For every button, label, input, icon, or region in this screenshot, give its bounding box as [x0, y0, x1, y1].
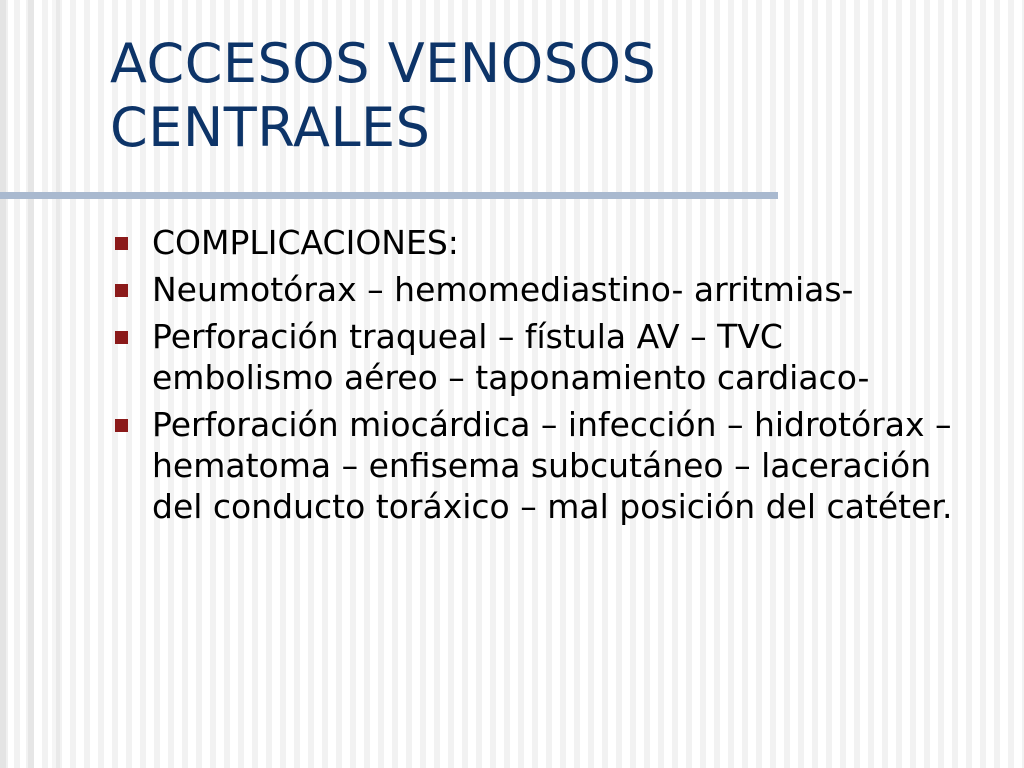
bullet-text: Perforación miocárdica – infección – hidrotórax – hematoma – enfisema subcutáneo – laceración del conducto toráxico – mal posición del catéter. [152, 405, 953, 526]
square-bullet-icon [115, 331, 128, 344]
bullet-text: COMPLICACIONES: [152, 223, 459, 262]
bullet-item [112, 222, 972, 263]
bullet-text: Perforación traqueal – fístula AV – TVC embolismo aéreo – taponamiento cardiaco- [152, 317, 870, 397]
bullet-item [112, 269, 972, 310]
bullet-item [112, 316, 972, 398]
title-divider [0, 192, 778, 199]
square-bullet-icon [115, 419, 128, 432]
slide-title: ACCESOS VENOSOS CENTRALES [110, 32, 657, 159]
square-bullet-icon [115, 284, 128, 297]
square-bullet-icon [115, 237, 128, 250]
bullet-text: Neumotórax – hemomediastino- arritmias- [152, 270, 854, 309]
bullet-item [112, 404, 972, 527]
bullet-list [112, 222, 972, 533]
